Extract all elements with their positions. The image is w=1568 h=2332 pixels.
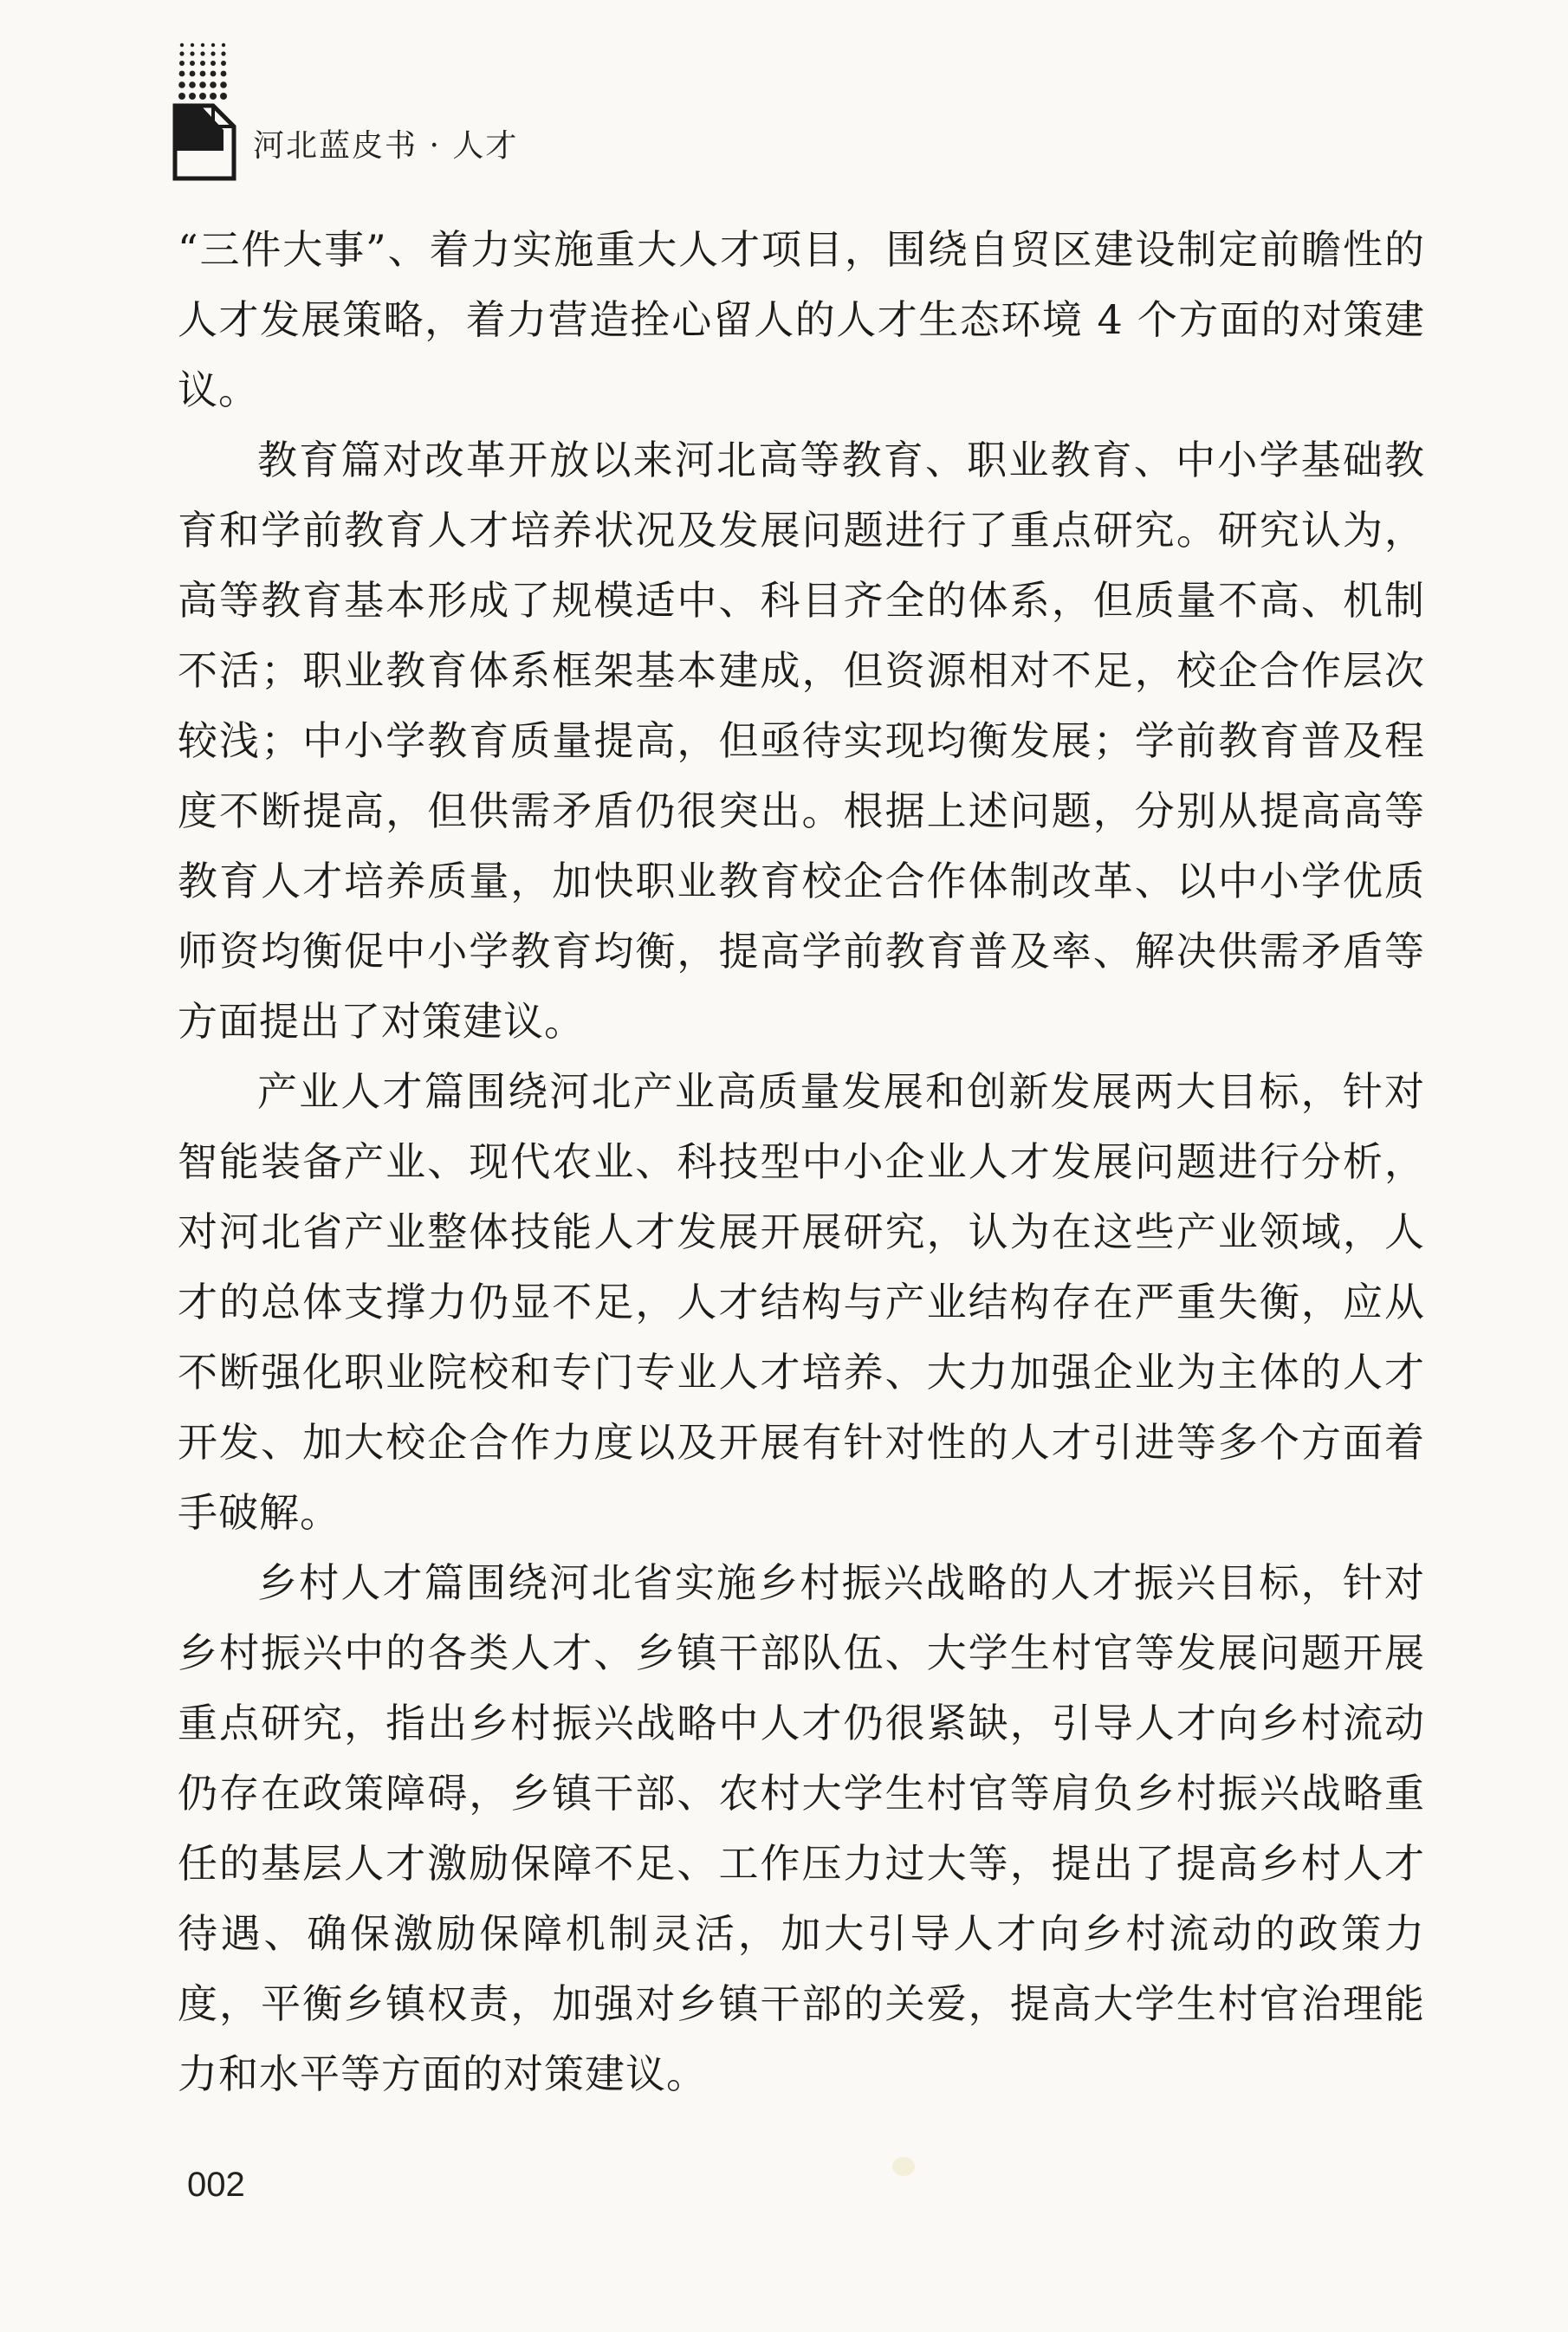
body-text [178,215,1425,2109]
paragraph-rural-talent: 乡村人才篇围绕河北省实施乡村振兴战略的人才振兴目标，针对乡村振兴中的各类人才、乡镇干部队伍、大学生村官等发展问题开展重点研究，指出乡村振兴战略中人才仍很紧缺，引导人才向乡村流动仍存在政策障碍，乡镇干部、农村大学生村官等肩负乡村振兴战略重任的基层人才激励保障不足、工作压力过大等，提出了提高乡村人才待遇、确保激励保障机制灵活，加大引导人才向乡村流动的政策力度，平衡乡镇权责，加强对乡镇干部的关爱，提高大学生村官治理能力和水平等方面的对策建议。 [178,1559,1425,2097]
running-header [170,35,863,182]
paragraph-industry-talent: 产业人才篇围绕河北产业高质量发展和创新发展两大目标，针对智能装备产业、现代农业、科技型中小企业人才发展问题进行分析，对河北省产业整体技能人才发展开展研究，认为在这些产业领域，人才的总体支撑力仍显不足，人才结构与产业结构存在严重失衡，应从不断强化职业院校和专门专业人才培养、大力加强企业为主体的人才开发、加大校企合作力度以及开展有针对性的人才引进等多个方面着手破解。 [178,1068,1425,1536]
book-page-icon [170,99,239,185]
paper-stain [892,2157,915,2176]
header-title: 河北蓝皮书 · 人才 [253,128,519,164]
dot-grid-icon [177,40,229,100]
paragraph-continued: “三件大事”、着力实施重大人才项目，围绕自贸区建设制定前瞻性的人才发展策略，着力营造拴心留人的人才生态环境 4 个方面的对策建议。 [178,226,1425,413]
page-number: 002 [187,2166,245,2204]
paragraph-education: 教育篇对改革开放以来河北高等教育、职业教育、中小学基础教育和学前教育人才培养状况及发展问题进行了重点研究。研究认为，高等教育基本形成了规模适中、科目齐全的体系，但质量不高、机制不活；职业教育体系框架基本建成，但资源相对不足，校企合作层次较浅；中小学教育质量提高，但亟待实现均衡发展；学前教育普及程度不断提高，但供需矛盾仍很突出。根据上述问题，分别从提高高等教育人才培养质量，加快职业教育校企合作体制改革、以中小学优质师资均衡促中小学教育均衡，提高学前教育普及率、解决供需矛盾等方面提出了对策建议。 [178,437,1425,1045]
